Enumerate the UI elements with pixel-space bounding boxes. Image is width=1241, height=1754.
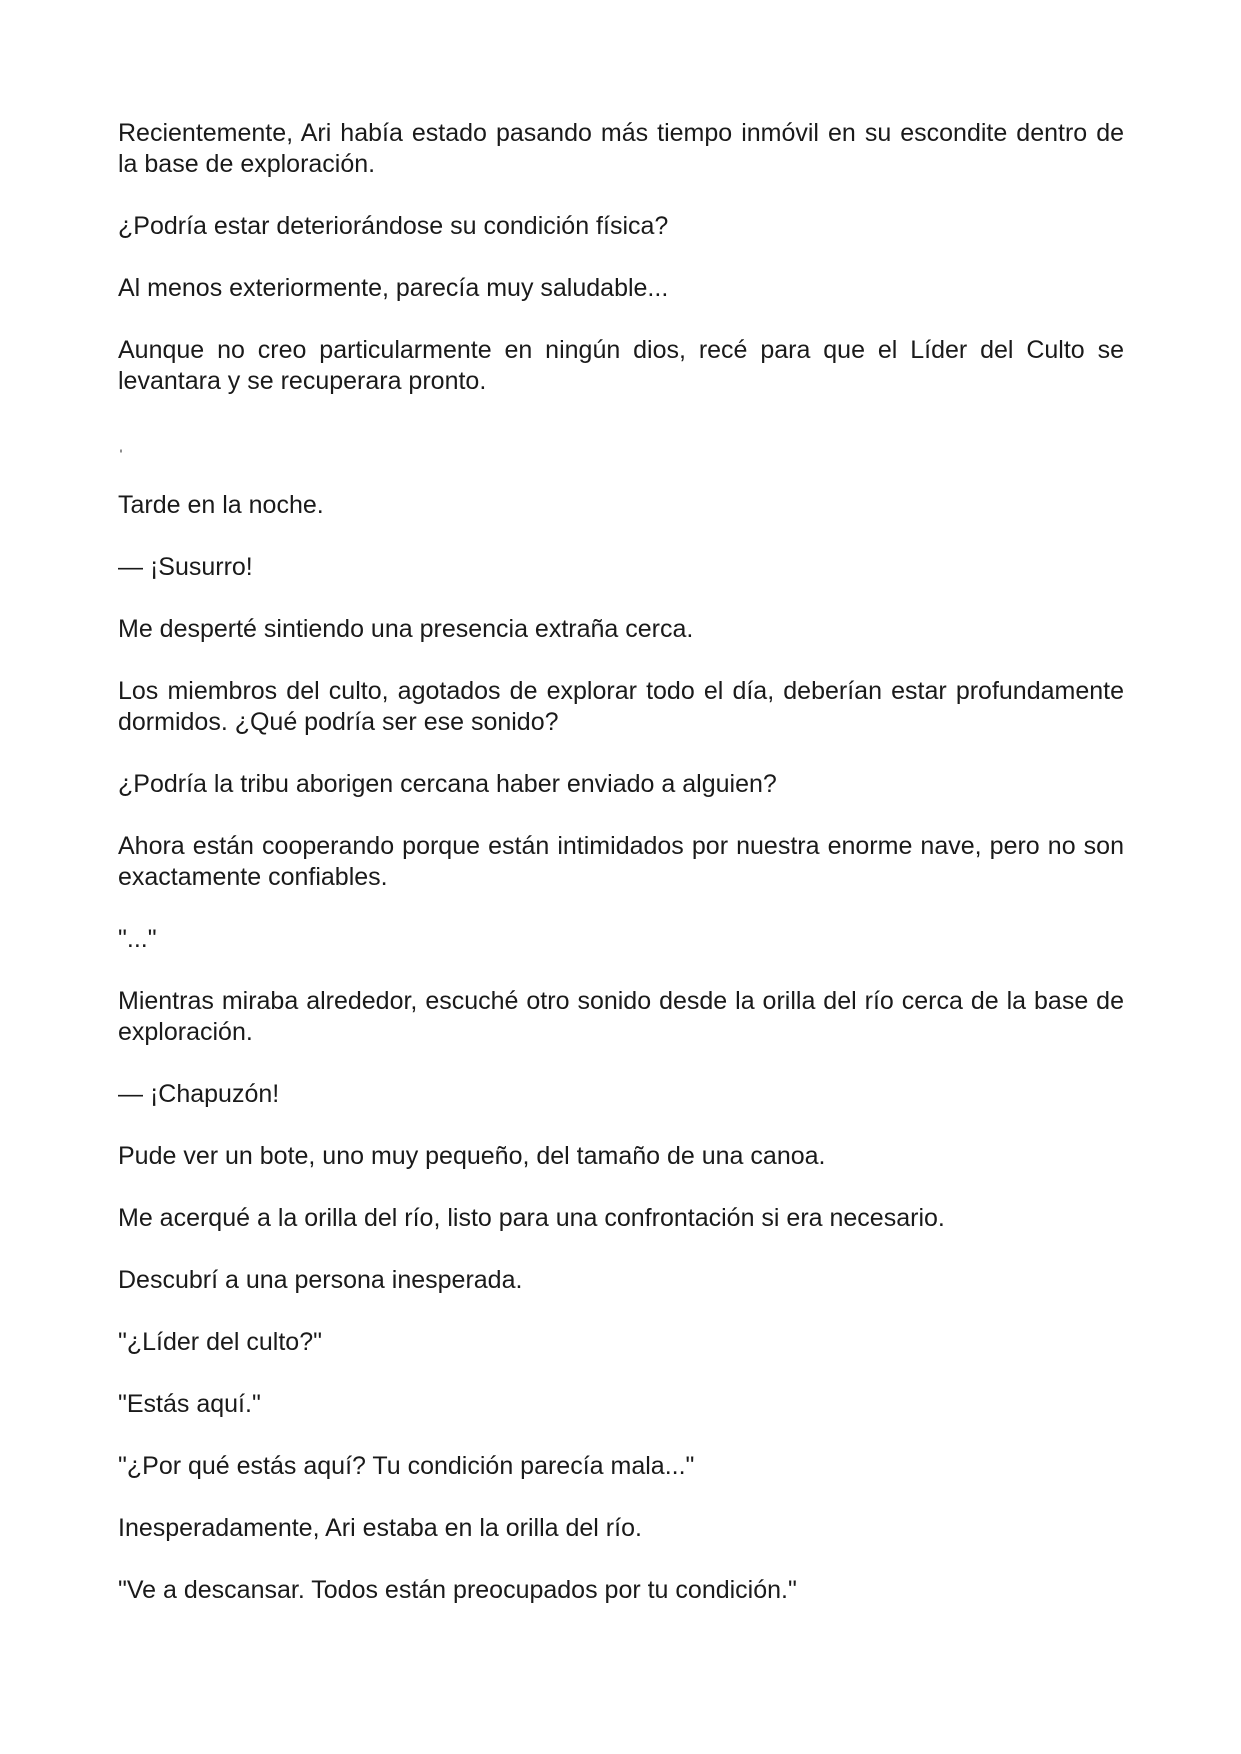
- paragraph: "Estás aquí.": [118, 1390, 261, 1418]
- document-body: [118, 118, 1124, 1637]
- paragraph: Aunque no creo particularmente en ningún dios, recé para que el Líder del Culto se levantara y se recuperara pronto.: [118, 336, 1124, 395]
- paragraph: Ahora están cooperando porque están intimidados por nuestra enorme nave, pero no son exactamente confiables.: [118, 832, 1124, 891]
- paragraph: — ¡Susurro!: [118, 553, 253, 581]
- paragraph: Al menos exteriormente, parecía muy saludable...: [118, 274, 669, 302]
- paragraph: "¿Por qué estás aquí? Tu condición parecía mala...": [118, 1452, 695, 1480]
- paragraph: "...": [118, 925, 157, 953]
- paragraph: Me acerqué a la orilla del río, listo para una confrontación si era necesario.: [118, 1204, 945, 1232]
- paragraph: Me desperté sintiendo una presencia extraña cerca.: [118, 615, 694, 643]
- section-separator: ˌ: [118, 433, 124, 453]
- paragraph: "Ve a descansar. Todos están preocupados por tu condición.": [118, 1576, 797, 1604]
- paragraph: Recientemente, Ari había estado pasando más tiempo inmóvil en su escondite dentro de la base de exploración.: [118, 119, 1124, 178]
- paragraph: Pude ver un bote, uno muy pequeño, del tamaño de una canoa.: [118, 1142, 826, 1170]
- paragraph: ¿Podría la tribu aborigen cercana haber enviado a alguien?: [118, 770, 777, 798]
- paragraph: Tarde en la noche.: [118, 491, 324, 519]
- paragraph: — ¡Chapuzón!: [118, 1080, 280, 1108]
- paragraph: "¿Líder del culto?": [118, 1328, 322, 1356]
- paragraph: Los miembros del culto, agotados de explorar todo el día, deberían estar profundamente dormidos. ¿Qué podría ser ese sonido?: [118, 677, 1124, 736]
- paragraph: Mientras miraba alrededor, escuché otro sonido desde la orilla del río cerca de la base de exploración.: [118, 987, 1124, 1046]
- paragraph: Descubrí a una persona inesperada.: [118, 1266, 523, 1294]
- paragraph: ¿Podría estar deteriorándose su condición física?: [118, 212, 669, 240]
- paragraph: Inesperadamente, Ari estaba en la orilla del río.: [118, 1514, 642, 1542]
